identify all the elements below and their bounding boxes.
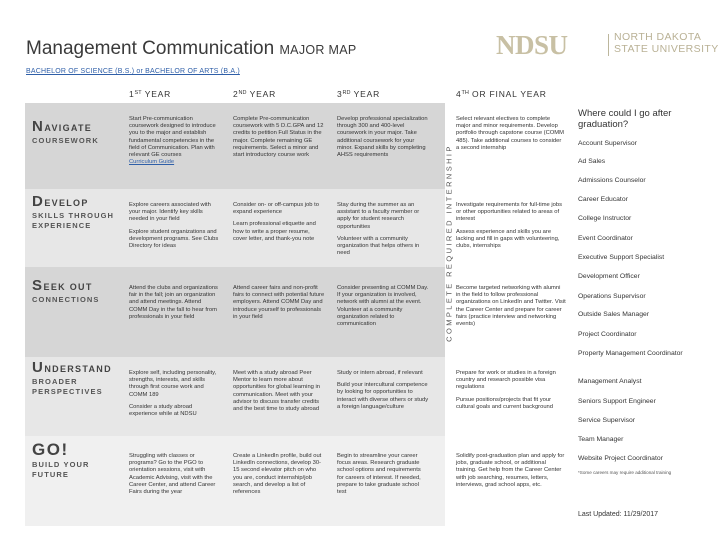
logo-line-1: NORTH DAKOTA xyxy=(614,31,702,43)
cell-go-year2: Create a LinkedIn profile, build out LinkedIn connections, develop 30-15 second elevator pitch on who you are, conduct internship/job search, and develop a list of references xyxy=(233,453,322,496)
cell-understand-year3: Study or intern abroad, if relevant Build your intercultural competence by looking for opportunities to interact with diverse others or study a foreign language/culture xyxy=(337,370,429,410)
cell-navigate-year3: Develop professional specialization through 300 and 400-level coursework in your major. Take additional coursework for your minor. Expand skills by completing AHSS requirements xyxy=(337,116,428,159)
page-title xyxy=(26,38,356,60)
career-item: Development Officer xyxy=(578,273,640,280)
cell-develop-year4: Investigate requirements for full-time jobs or other opportunities related to areas of interest Assess experience and skills you are lacking and fill in gaps with volunteering, clubs, internships xyxy=(456,202,562,250)
career-item: Ad Sales xyxy=(578,158,606,165)
cell-seek-out-year3: Consider presenting at COMM Day. If your organization is involved, network with alumni at the event. Volunteer at a community organization related to communication xyxy=(337,285,429,328)
career-item: Seniors Support Engineer xyxy=(578,398,656,405)
career-item: Admissions Counselor xyxy=(578,177,646,184)
title-sub: MAJOR MAP xyxy=(279,43,357,57)
careers-footnote: *Some careers may require additional training xyxy=(578,470,672,475)
year-heading-2: 2ND YEAR xyxy=(233,89,277,99)
cell-navigate-year2: Complete Pre-communication coursework with 5 D.C.GPA and 12 credits to petition Full Status in the major. Complete remaining GE requirements. Select a minor and start introductory course work xyxy=(233,116,324,159)
degree-link[interactable]: BACHELOR OF SCIENCE (B.S.) or BACHELOR OF ARTS (B.A.) xyxy=(26,68,240,75)
internship-strip xyxy=(444,103,454,383)
stage-subtitle: BROADER PERSPECTIVES xyxy=(32,377,103,396)
stage-understand: UNDERSTAND BROADER PERSPECTIVES xyxy=(32,360,117,397)
cell-understand-year2: Meet with a study abroad Peer Mentor to learn more about opportunities for global learning in communication. Meet with your advisor to discuss transfer credits and the best time to study abroad xyxy=(233,370,321,413)
career-item: Executive Support Specialist xyxy=(578,254,665,261)
cell-go-year1: Struggling with classes or programs? Go to the PGO to orientation sessions, visit with Academic Advising, visit with the Career Center, and attend Career Fairs during the year xyxy=(129,453,216,496)
cell-develop-year3: Stay during the summer as an assistant to a faculty member or apply for student research opportunities Volunteer with a community organization that helps others in need xyxy=(337,202,420,257)
year-heading-4: 4TH OR FINAL YEAR xyxy=(456,89,547,99)
career-item: Operations Supervisor xyxy=(578,293,646,300)
career-item: Career Educator xyxy=(578,196,628,203)
cell-understand-year1: Explore self, including personality, strengths, interests, and skills through first course work and COMM 189 Consider a study abroad experience while at NDSU xyxy=(129,370,217,418)
stage-develop: DEVELOP SKILLS THROUGH EXPERIENCE xyxy=(32,194,117,231)
cell-seek-out-year4: Become targeted networking with alumni in the field to follow professional organizations on LinkedIn and Twitter. Visit the Career Center and prepare for career fairs (practice interview and networking events) xyxy=(456,285,566,328)
stage-subtitle: SKILLS THROUGH EXPERIENCE xyxy=(32,211,115,230)
career-item: Website Project Coordinator xyxy=(578,455,663,462)
curriculum-guide-link[interactable]: Curriculum Guide xyxy=(129,159,175,166)
cell-go-year3: Begin to streamline your career focus areas. Research graduate school options and requirements for careers of interest. If needed, prepare to take graduate school test xyxy=(337,453,421,496)
cell-develop-year1: Explore careers associated with your major. Identify key skills needed in your field Explore student organizations and development programs. See Clubs Directory for ideas xyxy=(129,202,219,250)
cell-develop-year2: Consider on- or off-campus job to expand experience Learn professional etiquette and how to write a proper resume, cover letter, and thank-you note xyxy=(233,202,319,242)
stage-seek-out: SEEK OUT CONNECTIONS xyxy=(32,278,117,305)
year-heading-3: 3RD YEAR xyxy=(337,89,381,99)
career-item: College Instructor xyxy=(578,215,632,222)
cell-understand-year4: Prepare for work or studies in a foreign country and research possible visa regulations Pursue positions/projects that fit your cultural goals and current background xyxy=(456,370,556,410)
stage-subtitle: BUILD YOUR FUTURE xyxy=(32,460,90,479)
career-item: Outside Sales Manager xyxy=(578,311,650,318)
cell-seek-out-year1: Attend the clubs and organizations fair in the fall; join an organization and attend meetings. Attend COMM Day in the fall to hear from professionals in your field xyxy=(129,285,218,320)
last-updated: Last Updated: 11/29/2017 xyxy=(578,511,659,518)
cell-go-year4: Solidify post-graduation plan and apply for jobs, graduate school, or additional training. Get help from the Career Center with job searching, resumes, letters, interviews, grad school apps, etc. xyxy=(456,453,565,488)
year-heading-1: 1ST YEAR xyxy=(129,89,172,99)
internship-strip-label: COMPLETE REQUIRED INTERNSHIP xyxy=(444,144,454,342)
logo-university-name xyxy=(614,32,719,55)
title-main: Management Communication xyxy=(26,38,275,59)
careers-heading: Where could I go after graduation? xyxy=(578,108,672,130)
stage-subtitle: CONNECTIONS xyxy=(32,295,100,304)
career-item: Team Manager xyxy=(578,436,624,443)
logo-line-2: STATE UNIVERSITY xyxy=(614,42,719,55)
stage-go: GO! BUILD YOUR FUTURE xyxy=(32,442,117,480)
stage-subtitle: COURSEWORK xyxy=(32,136,99,145)
career-item: Project Coordinator xyxy=(578,331,637,338)
stage-navigate: NAVIGATE COURSEWORK xyxy=(32,119,117,146)
cell-navigate-year4: Select relevant electives to complete major and minor requirements. Develop portfolio through capstone course (COMM 485). Take additional courses to consider a second internship xyxy=(456,116,564,151)
ndsu-logo xyxy=(496,30,719,60)
career-item: Event Coordinator xyxy=(578,235,633,242)
logo-divider xyxy=(608,34,609,56)
career-item: Management Analyst xyxy=(578,378,642,385)
logo-wordmark: NDSU xyxy=(496,30,568,60)
career-item: Service Supervisor xyxy=(578,417,636,424)
cell-seek-out-year2: Attend career fairs and non-profit fairs to connect with potential future employers. Attend COMM Day and introduce yourself to professionals in your field xyxy=(233,285,325,320)
career-item: Account Supervisor xyxy=(578,140,637,147)
cell-navigate-year1: Start Pre-communication coursework designed to introduce you to the major and establish fundamental competencies in the field of Communication. Plan with relevant GE courses Curriculum Guide xyxy=(129,116,216,166)
career-item: Property Management Coordinator xyxy=(578,350,683,357)
